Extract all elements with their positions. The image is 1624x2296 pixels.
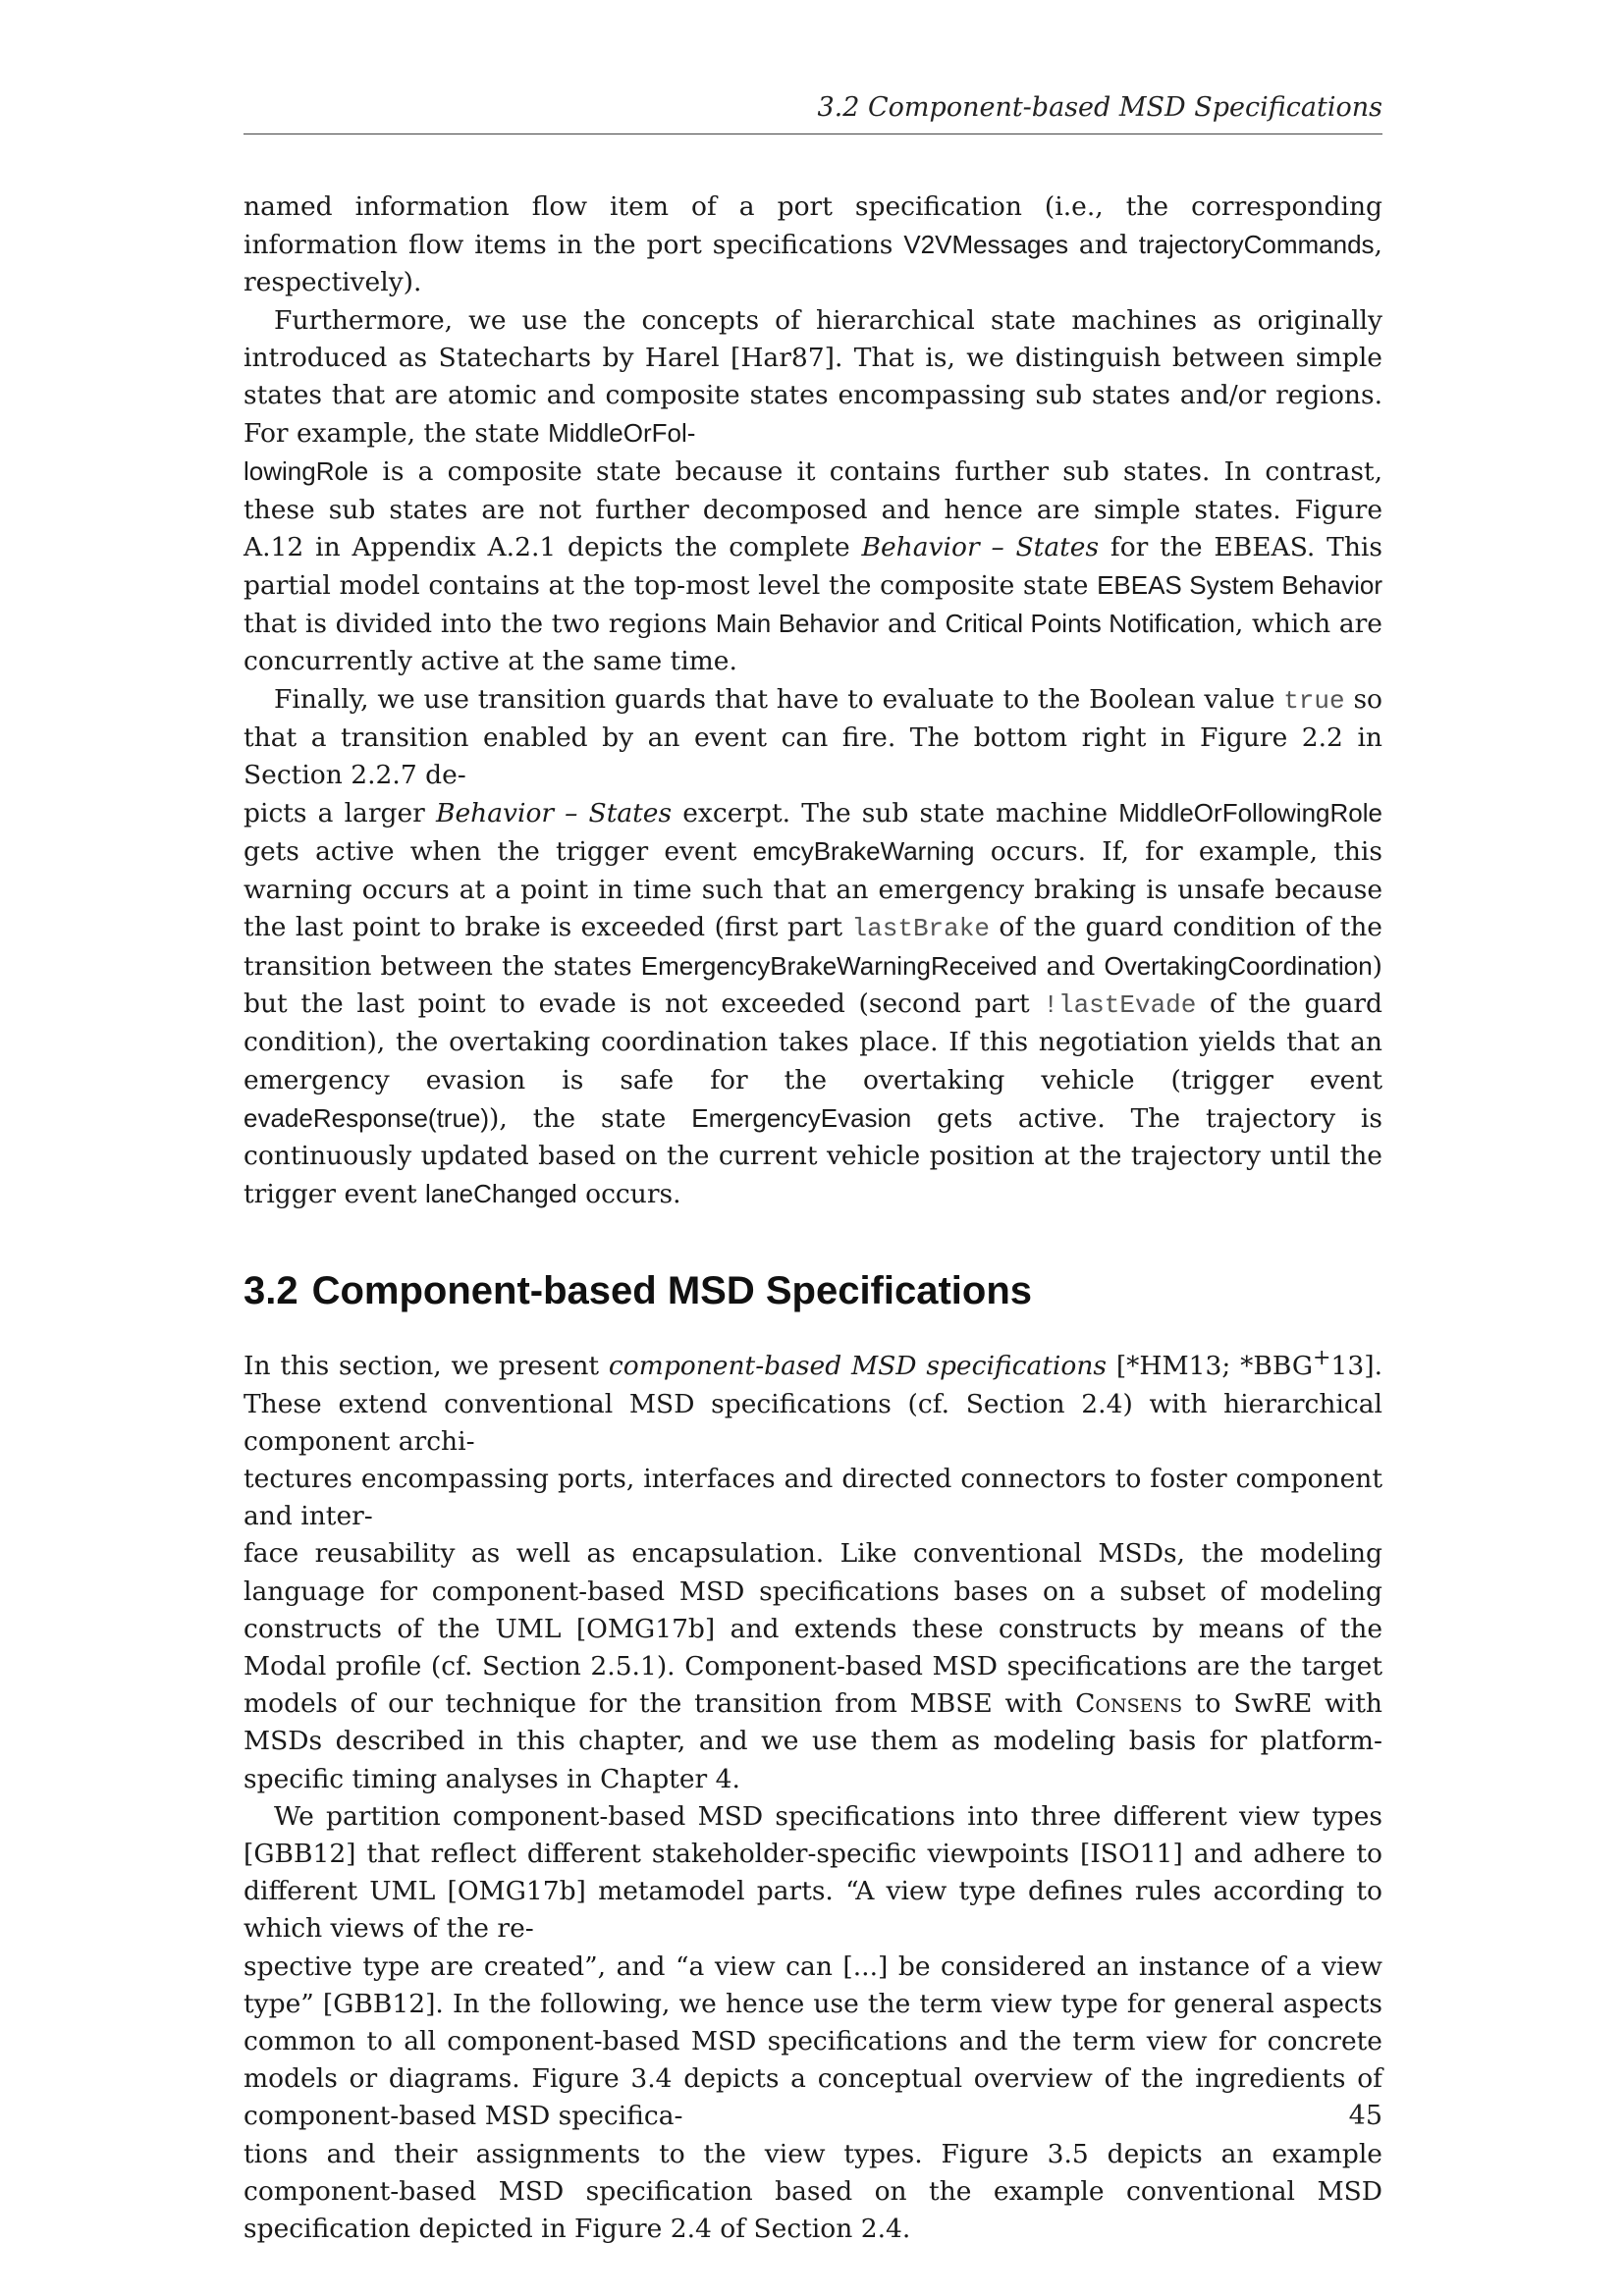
text-run: Furthermore, we use the concepts of hierarchical state machines as originally introduced as Statecharts by Harel [Har87]. That is, we distinguish between simple states that are atomic and composite states encompassing sub states and/or regions. For example, the state xyxy=(244,304,1382,450)
header-rule xyxy=(244,133,1382,134)
text-run: and xyxy=(879,609,946,640)
citation-superscript: + xyxy=(1313,1346,1331,1371)
text-run: occurs. If, for example, this warning occurs at a point in time such that an emergency braking is unsafe because the last point to brake is exceeded (first part xyxy=(244,836,1382,942)
text-run: ), the state xyxy=(489,1102,692,1134)
text-run: picts a larger xyxy=(244,798,436,829)
text-run: to SwRE with MSDs described in this chapter, and we use them as modeling basis for platform-specific timing analyses in Chapter 4. xyxy=(244,1688,1382,1794)
body-text xyxy=(244,188,1382,2248)
text-run: so that a transition enabled by an event can fire. The bottom right in Figure 2.2 in Section 2.2.7 de xyxy=(244,683,1382,791)
page-number: 45 xyxy=(1348,2101,1382,2131)
text-run: occurs. xyxy=(576,1179,681,1210)
text-run: We partition component-based MSD specifications into three different view types [GBB12] that reflect different stakeholder-specific viewpoints [ISO11] and adhere to different UML [OMG17b] metamodel parts. “A view type defines rules according to which views of the re xyxy=(244,1800,1382,1945)
text-run: is a composite state because it contains further sub states. In contrast, these sub states are not further decomposed and hence are simple states. Figure A.12 in Appendix A.2.1 depicts the complete xyxy=(244,456,1382,562)
section-heading xyxy=(244,1267,1382,1314)
text-run: and xyxy=(1067,230,1139,261)
state-name-middleorfollowingrole: MiddleOrFol xyxy=(548,418,687,449)
paragraph-statecharts: Furthermore, we use the concepts of hierarchical state machines as originally introduced as Statecharts by Harel [Har87]. That is, we distinguish between simple states that are atomic and composite states encompassing sub states and/or regions. For example, the state MiddleOrFol- lowingRole is a composite state because it contains further sub states. In contrast, these sub states are not further decomposed and hence are simple states. Figure A.12 in Appendix A.2.1 depicts the complete Behavior – States for the EBEAS. This partial model contains at the top-most level the composite state EBEAS System Behavior that is divided into the two regions Main Behavior and Critical Points Notification, which are concurrently active at the same time. xyxy=(244,304,1382,677)
state-name-overtakingcoordination: OvertakingCoordination xyxy=(1104,951,1373,982)
section-number: 3.2 xyxy=(244,1269,298,1313)
section-title-text: Component-based MSD Specifications xyxy=(311,1269,1033,1313)
code-true: true xyxy=(1283,685,1345,716)
text-run: spective type are created”, and “a view can [...] be considered an instance of a view type” [GBB12]. In the following, we hence use the term view type for general aspects common to all component-based MSD specifications and the term view for concrete models or diagrams. Figure 3.4 depicts a conceptual overview of the ingredients of component-based MSD specifica xyxy=(244,1950,1382,2132)
paragraph-view-types: We partition component-based MSD specifications into three different view types [GBB12] that reflect different stakeholder-specific viewpoints [ISO11] and adhere to different UML [OMG17b] metamodel parts. “A view type defines rules according to which views of the re- spective type are created”, and “a view can [...] be considered an instance of a view type” [GBB12]. In the following, we hence use the term view type for general aspects common to all component-based MSD specifications and the term view for concrete models or diagrams. Figure 3.4 depicts a conceptual overview of the ingredients of component-based MSD specifica- tions and their assignments to the view types. Figure 3.5 depicts an example component-based MSD specification based on the example conventional MSD specification depicted in Figure 2.4 of Section 2.4. xyxy=(244,1800,1382,2244)
text-run: that is divided into the two regions xyxy=(244,609,716,640)
model-name-behavior-states: Behavior – States xyxy=(861,531,1100,562)
text-run: face reusability as well as encapsulation. Like conventional MSDs, the modeling language for component-based MSD specifications bases on a subset of modeling constructs of the UML [OMG17b] and extends these constructs by means of the Modal profile (cf. Section 2.5.1). Component-based MSD specifications are the target models of our technique for the transition from MBSE with xyxy=(244,1538,1382,1720)
text-run: of the guard condition of the transition between the states xyxy=(244,911,1382,983)
event-name-emcybrakewarning: emcyBrakeWarning xyxy=(752,836,975,867)
state-name-emergencyevasion: EmergencyEvasion xyxy=(691,1102,912,1133)
state-name-middleorfollowingrole: MiddleOrFollowingRole xyxy=(1118,798,1382,828)
text-run: Finally, we use transition guards that have to evaluate to the Boolean value xyxy=(274,683,1284,715)
text-run: gets active when the trigger event xyxy=(244,836,753,868)
state-name-ebeas-system-behavior: EBEAS System Behavior xyxy=(1097,570,1382,601)
port-name-trajectorycommands: trajectoryCommands xyxy=(1138,230,1375,260)
term-component-based-msd: component-based MSD specifications xyxy=(608,1351,1107,1382)
region-name-main-behavior: Main Behavior xyxy=(715,609,880,639)
text-run: , respectively). xyxy=(244,230,1382,298)
running-header: 3.2 Component-based MSD Specifications xyxy=(817,92,1382,123)
paragraph-continued xyxy=(244,188,1382,302)
text-run: of the guard condition), the overtaking coordination takes place. If this negotiation yields that an emergency evasion is safe for the overtaking vehicle (trigger event xyxy=(244,988,1382,1095)
text-run: excerpt. The sub state machine xyxy=(672,798,1119,829)
text-run: , which are concurrently active at the same time. xyxy=(244,609,1382,677)
tool-name-consens: Consens xyxy=(1075,1688,1183,1720)
code-lastevade: !lastEvade xyxy=(1043,990,1197,1021)
port-name-v2vmessages: V2VMessages xyxy=(903,230,1068,260)
text-run: named information flow item of a port specification (i.e., the corresponding information flow items in the port specifications xyxy=(244,191,1382,261)
text-run: [*HM13; *BBG xyxy=(1107,1351,1314,1382)
paragraph-guards: Finally, we use transition guards that have to evaluate to the Boolean value true so that a transition enabled by an event can fire. The bottom right in Figure 2.2 in Section 2.2.7 de- picts a larger Behavior – States excerpt. The sub state machine MiddleOrFollowingRole gets active when the trigger event emcyBrakeWarning occurs. If, for example, this warning occurs at a point in time such that an emergency braking is unsafe because the last point to brake is exceeded (first part lastBrake of the guard condition of the transition between the states EmergencyBrakeWarningReceived and OvertakingCoordination) but the last point to evade is not exceeded (second part !lastEvade of the guard condition), the overtaking coordination takes place. If this negotiation yields that an emergency evasion is safe for the overtaking vehicle (trigger event evadeResponse(true)), the state EmergencyEvasion gets active. The trajectory is continuously updated based on the current vehicle position at the trajectory until the trigger event laneChanged occurs. xyxy=(244,683,1382,1210)
text-run: ) but the last point to evade is not exceeded (second part xyxy=(244,951,1382,1020)
text-run: gets active. The trajectory is continuously updated based on the current vehicle position at the trajectory until the trigger event xyxy=(244,1102,1382,1210)
state-name-middleorfollowingrole-cont: lowingRole xyxy=(244,456,369,487)
event-name-lanechanged: laneChanged xyxy=(424,1179,577,1209)
paragraph-introduction: In this section, we present component-based MSD specifications [*HM13; *BBG+13]. These extend conventional MSD specifications (cf. Section 2.4) with hierarchical component archi- tectures encompassing ports, interfaces and directed connectors to foster component and inter- face reusability as well as encapsulation. Like conventional MSDs, the modeling language for component-based MSD specifications bases on a subset of modeling constructs of the UML [OMG17b] and extends these constructs by means of the Modal profile (cf. Section 2.5.1). Component-based MSD specifications are the target models of our technique for the transition from MBSE with Consens to SwRE with MSDs described in this chapter, and we use them as modeling basis for platform-specific timing analyses in Chapter 4. xyxy=(244,1346,1382,1794)
text-run: In this section, we present xyxy=(244,1351,609,1382)
state-name-emergencybrakewarningreceived: EmergencyBrakeWarningReceived xyxy=(640,951,1038,982)
text-run: tectures encompassing ports, interfaces and directed connectors to foster component and inter xyxy=(244,1463,1382,1532)
code-lastbrake: lastBrake xyxy=(851,913,990,943)
text-run: tions and their assignments to the view types. Figure 3.5 depicts an example component-based MSD specification based on the example conventional MSD specification depicted in Figure 2.4 of Section 2.4. xyxy=(244,2138,1382,2244)
model-name-behavior-states: Behavior – States xyxy=(435,798,673,829)
text-run: for the EBEAS. This partial model contains at the top-most level the composite state xyxy=(244,531,1382,602)
event-name-evaderesponse: evadeResponse(true) xyxy=(244,1102,490,1133)
text-run: and xyxy=(1037,951,1105,983)
text-run: 13]. These extend conventional MSD specifications (cf. Section 2.4) with hierarchical component archi xyxy=(244,1351,1382,1457)
region-name-critical-points: Critical Points Notification xyxy=(945,609,1235,639)
